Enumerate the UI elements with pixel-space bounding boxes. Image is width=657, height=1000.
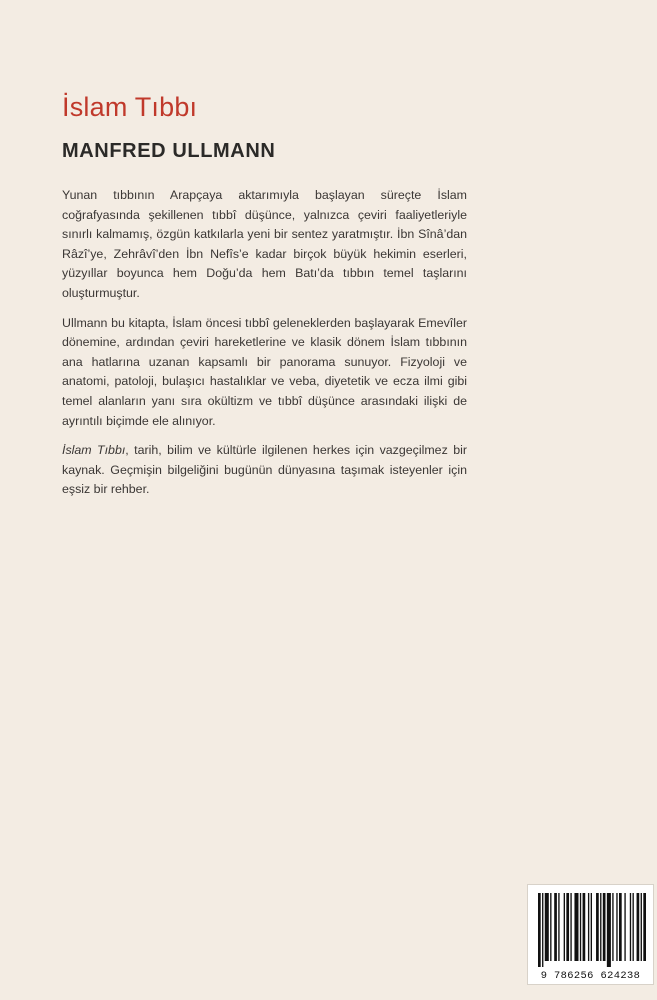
barcode-bar [624, 893, 625, 961]
barcode-bar [612, 893, 613, 961]
barcode-bar [591, 893, 592, 961]
barcode-bar [607, 893, 611, 967]
author-name: MANFRED ULLMANN [62, 140, 276, 162]
isbn-digits: 9 786256 624238 [540, 970, 641, 982]
blurb-italic-title: İslam Tıbbı [62, 443, 126, 458]
barcode-bar [574, 893, 578, 961]
barcode-bar [596, 893, 599, 961]
blurb [62, 186, 467, 510]
book-title: İslam Tıbbı [62, 92, 198, 122]
barcode-bar [633, 893, 634, 961]
blurb-paragraph-2: Ullmann bu kitapta, İslam öncesi tıbbî geleneklerden başlayarak Emevîler dönemine, ardından çeviri hareketlerine ve klasik dönem İslam tıbbının ana hatlarına uzanan kapsamlı bir panorama sunuyor. Fizyoloji ve anatomi, patoloji, bulaşıcı hastalıklar ve veba, diyetetik ve ecza ilmi gibi temel alanların yanı sıra okültizm ve tıbbî düşünce arasındaki ilişki de ayrıntılı biçimde ele alınıyor. [62, 315, 467, 428]
barcode-bar [583, 893, 586, 961]
barcode-bar [643, 893, 646, 961]
blurb-paragraph-3 [62, 441, 467, 500]
barcode-bar [616, 893, 617, 961]
barcode-bar [603, 893, 606, 961]
barcode-bar [554, 893, 557, 961]
barcode-bar [542, 893, 543, 967]
blurb-paragraph-1: Yunan tıbbının Arapçaya aktarımıyla başlayan süreçte İslam coğrafyasında şekillenen tıbbî düşünce, yalnızca çeviri faaliyetleriyle sınırlı kalmamış, özgün katkılarla yeni bir sentez yaratmıştır. İbn Sînâ’dan Râzî’ye, Zehrâvî’den İbn Nefîs’e kadar birçok büyük hekimin eserleri, yüzyıllar boyunca hem Doğu’da hem Batı’da tıbbın temel taşlarını oluşturmuştur. [62, 188, 467, 300]
barcode-bar [630, 893, 631, 961]
barcode-bar [538, 893, 541, 967]
barcode-bar [619, 893, 622, 961]
barcode-bar [570, 893, 571, 961]
barcode-bar [600, 893, 601, 961]
barcode-bar [558, 893, 559, 961]
barcode-bar [641, 893, 642, 961]
barcode-bar [637, 893, 640, 961]
isbn-barcode [527, 884, 654, 985]
barcode-bar [550, 893, 551, 961]
barcode-bar [580, 893, 581, 961]
barcode-bar [545, 893, 549, 961]
blurb-paragraph-3-text: , tarih, bilim ve kültürle ilgilenen herkes için vazgeçilmez bir kaynak. Geçmişin bilgeliğini bugünün dünyasına taşımak isteyenler için eşsiz bir rehber. [62, 443, 467, 497]
barcode-bar [564, 893, 565, 961]
barcode-bar [588, 893, 589, 961]
barcode-bar [566, 893, 569, 961]
barcode-bars [536, 893, 646, 967]
